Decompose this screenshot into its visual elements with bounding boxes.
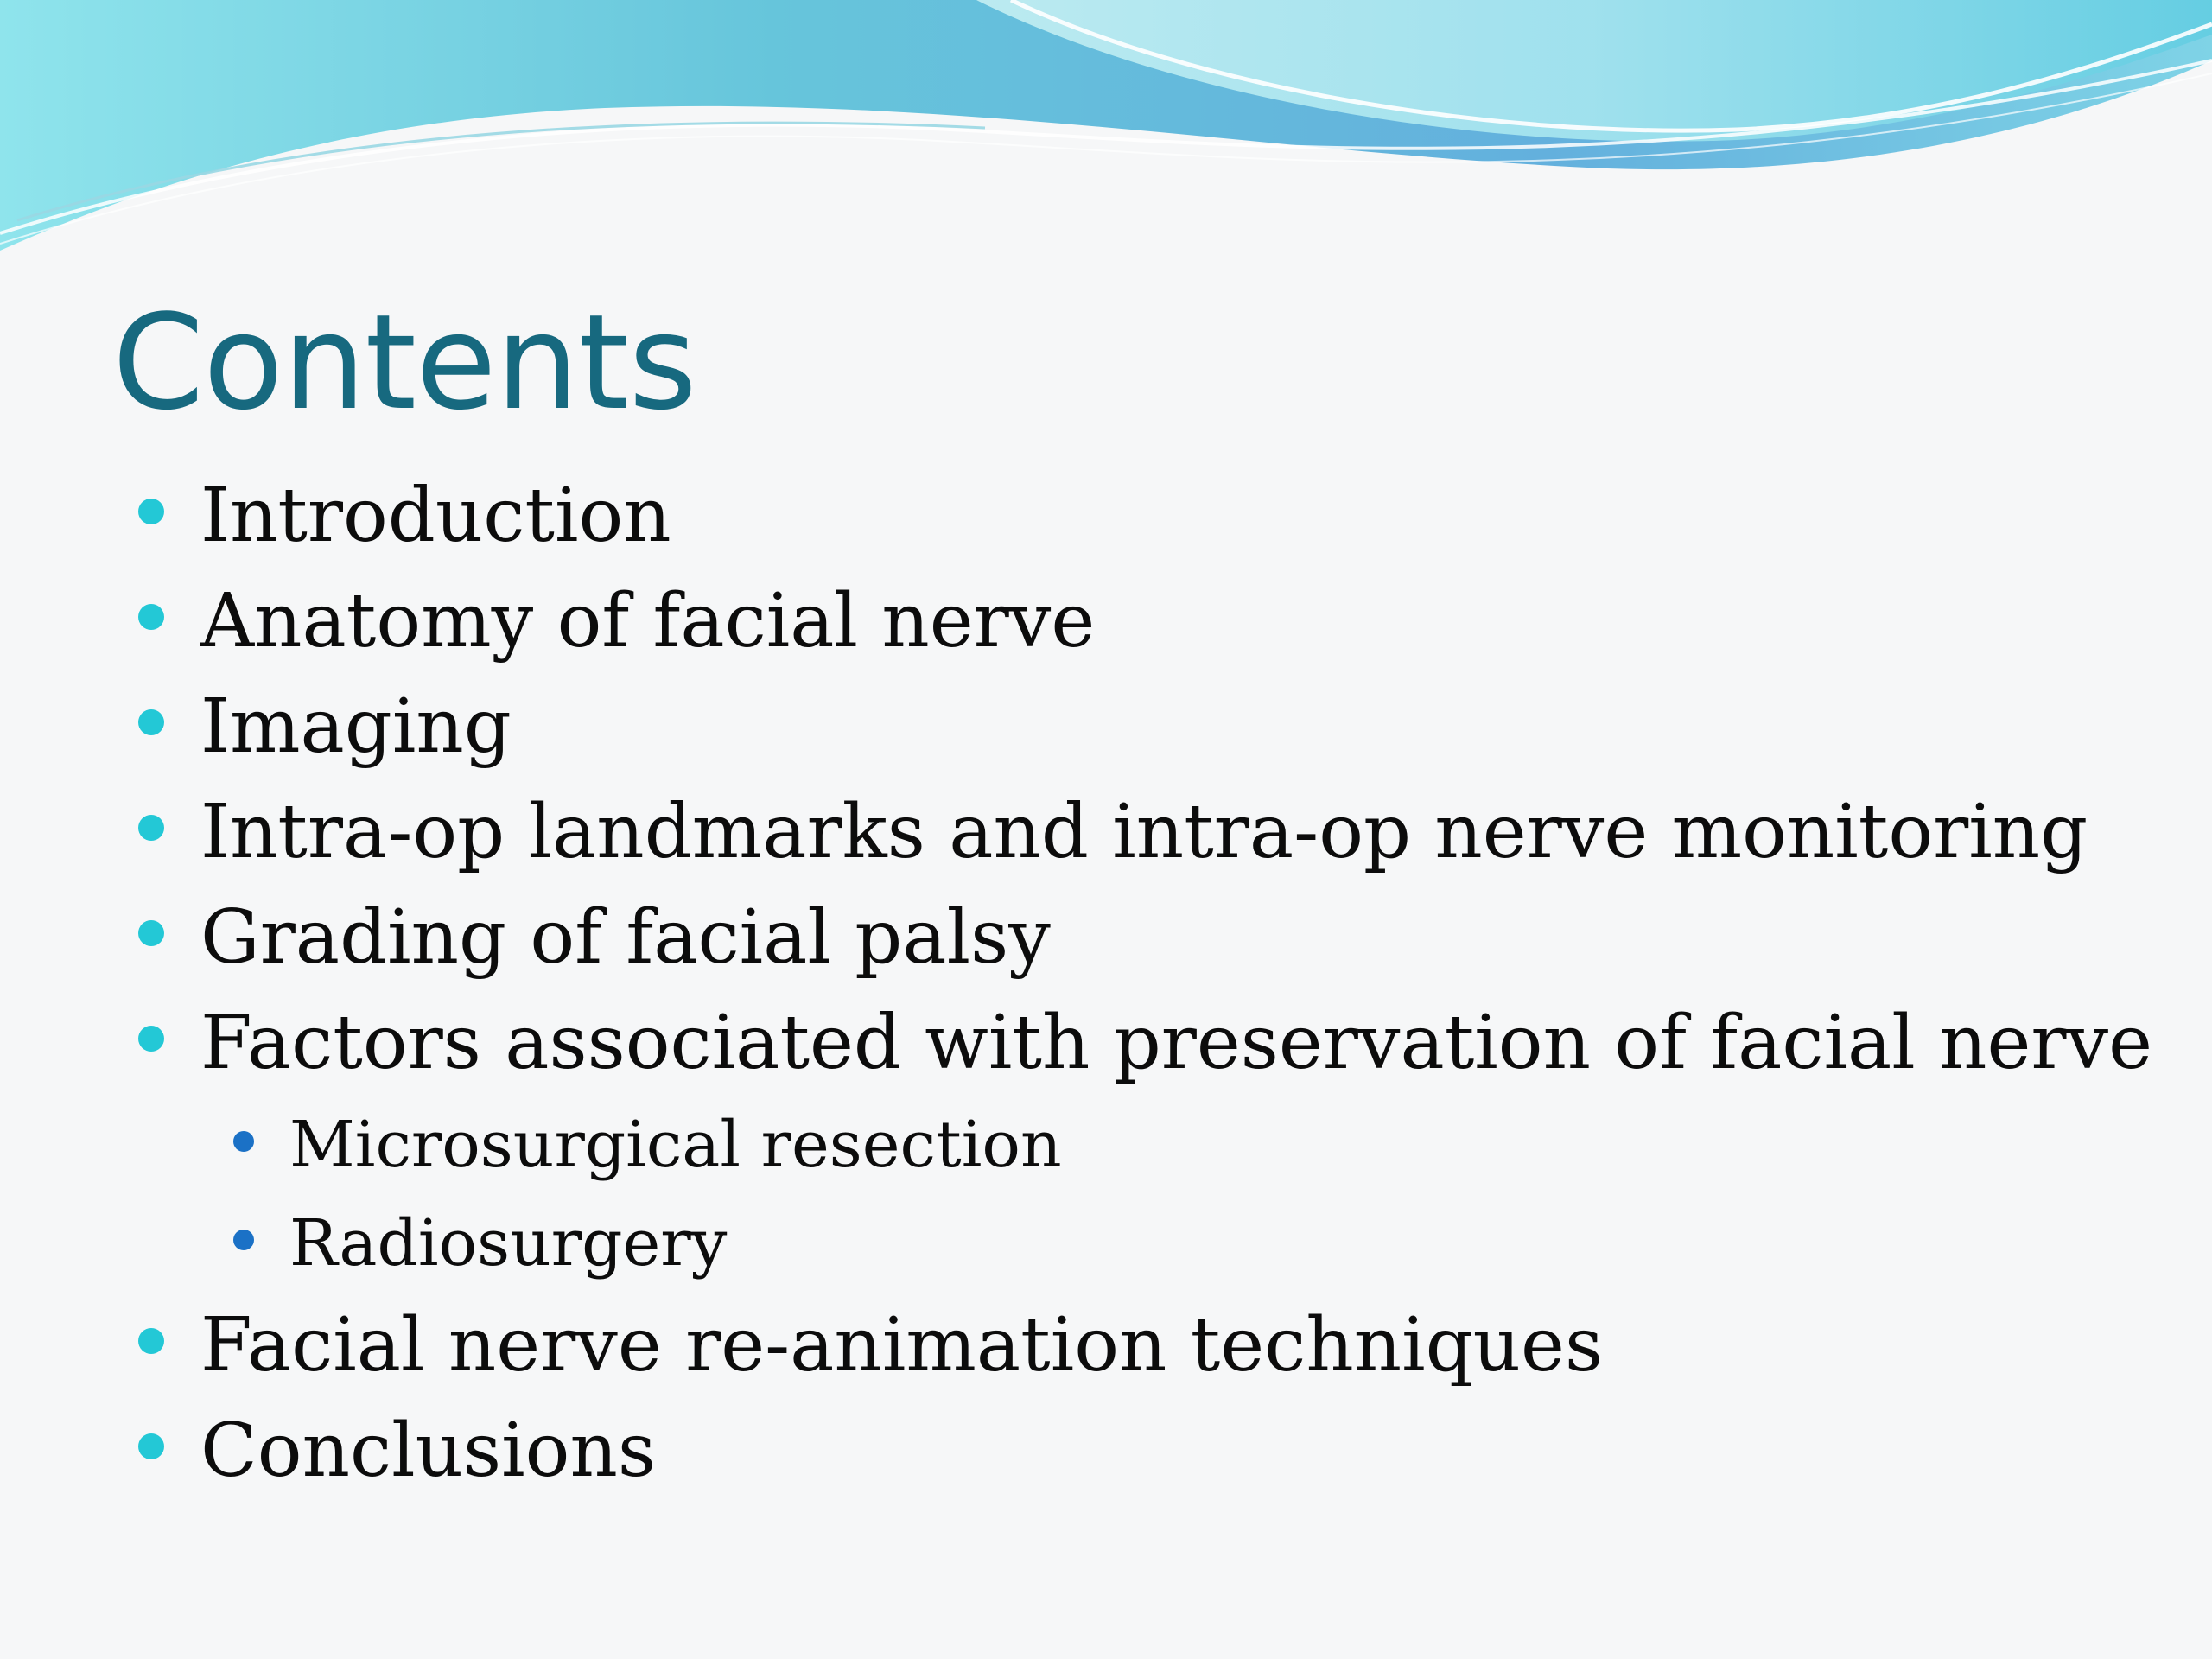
- slide-title: Contents: [112, 286, 696, 439]
- list-item-label: Factors associated with preservation of facial nerve: [200, 1000, 2153, 1086]
- list-item-conclusions: [138, 1398, 2160, 1503]
- list-item-label: Intra-op landmarks and intra-op nerve monitoring: [200, 789, 2088, 875]
- list-item-label: Conclusions: [200, 1408, 656, 1494]
- list-item-introduction: [138, 463, 2160, 569]
- list-item-label: Grading of facial palsy: [200, 894, 1051, 981]
- sub-list-item-radiosurgery: [138, 1194, 2160, 1293]
- contents-list: [138, 463, 2160, 1503]
- bullet-icon: [138, 1026, 164, 1052]
- list-item-label: Radiosurgery: [289, 1206, 728, 1281]
- list-item-label: Facial nerve re-animation techniques: [200, 1302, 1604, 1389]
- list-item-label: Anatomy of facial nerve: [200, 578, 1096, 664]
- list-item-factors: [138, 990, 2160, 1096]
- bullet-icon: [138, 604, 164, 630]
- list-item-intra-op: [138, 779, 2160, 885]
- bullet-icon: [138, 920, 164, 946]
- list-item-label: Imaging: [200, 683, 512, 770]
- list-item-anatomy: [138, 569, 2160, 674]
- decorative-header-wave: [0, 0, 2212, 259]
- list-item-grading: [138, 885, 2160, 990]
- list-item-label: Introduction: [200, 473, 671, 559]
- sub-bullet-icon: [233, 1230, 254, 1250]
- sub-bullet-icon: [233, 1131, 254, 1152]
- sub-list-item-microsurgical: [138, 1096, 2160, 1194]
- list-item-reanimation: [138, 1293, 2160, 1398]
- list-item-imaging: [138, 674, 2160, 779]
- bullet-icon: [138, 709, 164, 735]
- list-item-label: Microsurgical resection: [289, 1108, 1062, 1182]
- bullet-icon: [138, 499, 164, 524]
- bullet-icon: [138, 815, 164, 841]
- bullet-icon: [138, 1328, 164, 1354]
- bullet-icon: [138, 1433, 164, 1459]
